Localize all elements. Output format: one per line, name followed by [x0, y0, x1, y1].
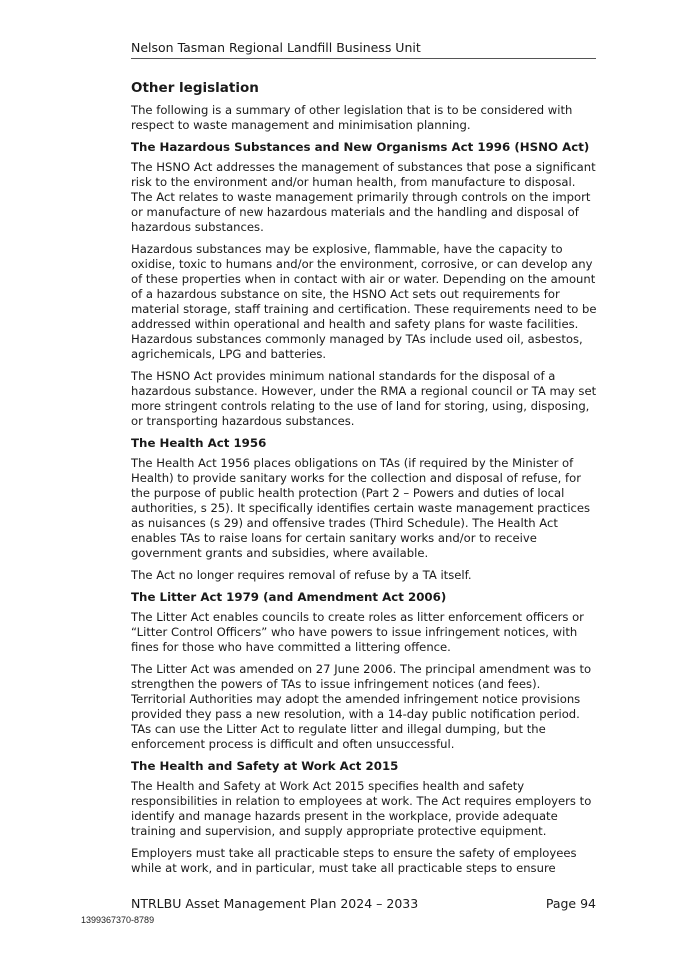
litter-act-paragraph-2: The Litter Act was amended on 27 June 2006. The principal amendment was to strengthen the powers of TAs to issue infringement notices (and fees). Territorial Authorities may adopt the amended infringement notice provisions provided they pass a new resolution, with a 14-day public notification period. TAs can use the Litter Act to regulate litter and illegal dumping, but the enforcement process is difficult and often unsuccessful. — [131, 662, 592, 751]
document-id: 1399367370-8789 — [81, 915, 155, 925]
section-intro: The following is a summary of other legislation that is to be considered with respect to waste management and minimisation planning. — [131, 103, 573, 132]
hsno-paragraph-3: The HSNO Act provides minimum national standards for the disposal of a hazardous substance. However, under the RMA a regional council or TA may set more stringent controls relating to the use of land for storing, using, disposing, or transporting hazardous substances. — [131, 369, 597, 428]
page-footer — [131, 896, 596, 911]
header-title: Nelson Tasman Regional Landfill Business Unit — [131, 40, 421, 55]
section-title: Other legislation — [131, 80, 259, 96]
hsno-heading: The Hazardous Substances and New Organisms Act 1996 (HSNO Act) — [131, 140, 590, 154]
hsno-paragraph-2: Hazardous substances may be explosive, flammable, have the capacity to oxidise, toxic to humans and/or the environment, corrosive, or can develop any of these properties when in contact with air or water. Depending on the amount of a hazardous substance on site, the HSNO Act sets out requirements for material storage, staff training and certification. These requirements need to be addressed within operational and health and safety plans for waste facilities. Hazardous substances commonly managed by TAs include used oil, asbestos, agrichemicals, LPG and batteries. — [131, 242, 597, 361]
footer-page-number: Page 94 — [545, 896, 596, 911]
health-act-heading: The Health Act 1956 — [131, 436, 267, 450]
litter-act-paragraph-1: The Litter Act enables councils to create roles as litter enforcement officers or “Litter Control Officers” who have powers to issue infringement notices, with fines for those who have committed a littering offence. — [131, 610, 584, 654]
page-content — [131, 80, 597, 883]
litter-act-heading: The Litter Act 1979 (and Amendment Act 2006) — [131, 590, 447, 604]
hsw-act-paragraph-2: Employers must take all practicable steps to ensure the safety of employees while at work, and in particular, must take all practicable steps to ensure — [131, 846, 577, 875]
health-act-paragraph-1: The Health Act 1956 places obligations on TAs (if required by the Minister of Health) to provide sanitary works for the collection and disposal of refuse, for the purpose of public health protection (Part 2 – Powers and duties of local authorities, s 25). It specifically identifies certain waste management practices as nuisances (s 29) and offensive trades (Third Schedule). The Health Act enables TAs to raise loans for certain sanitary works and/or to receive government grants and subsidies, where available. — [131, 456, 591, 560]
health-act-paragraph-2: The Act no longer requires removal of refuse by a TA itself. — [131, 568, 472, 582]
hsw-act-paragraph-1: The Health and Safety at Work Act 2015 specifies health and safety responsibilities in relation to employees at work. The Act requires employers to identify and manage hazards present in the workplace, provide adequate training and supervision, and supply appropriate protective equipment. — [131, 779, 592, 838]
hsw-act-heading: The Health and Safety at Work Act 2015 — [131, 759, 399, 773]
page-header — [131, 40, 596, 59]
hsno-paragraph-1: The HSNO Act addresses the management of substances that pose a significant risk to the environment and/or human health, from manufacture to disposal. The Act relates to waste management primarily through controls on the import or manufacture of new hazardous materials and the handling and disposal of hazardous substances. — [131, 160, 596, 234]
footer-document-title: NTRLBU Asset Management Plan 2024 – 2033 — [131, 896, 419, 911]
